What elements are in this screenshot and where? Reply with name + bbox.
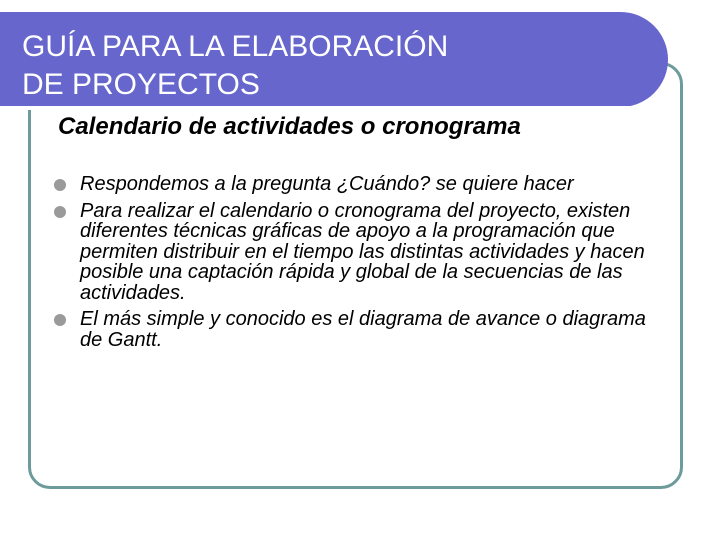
bullet-dot-icon [54,179,66,191]
bullet-dot-icon [54,206,66,218]
bullet-item [54,201,664,304]
bullet-list [54,174,664,350]
title-underline [0,106,636,110]
title-bar [0,12,668,107]
bullet-text: Para realizar el calendario o cronograma del proyecto, existen diferentes técnicas gráficas de apoyo a la programación que permiten distribuir en el tiempo las distintas actividades y hacen posible una captación rápida y global de la secuencias de las actividades. [80,199,645,304]
slide-title: GUÍA PARA LA ELABORACIÓN DE PROYECTOS [22,30,449,101]
slide-subtitle: Calendario de actividades o cronograma [58,113,521,140]
bullet-dot-icon [54,314,66,326]
bullet-text: Respondemos a la pregunta ¿Cuándo? se quiere hacer [80,173,574,195]
bullet-item [54,174,664,195]
bullet-item [54,309,664,350]
bullet-text: El más simple y conocido es el diagrama de avance o diagrama de Gantt. [80,308,646,351]
